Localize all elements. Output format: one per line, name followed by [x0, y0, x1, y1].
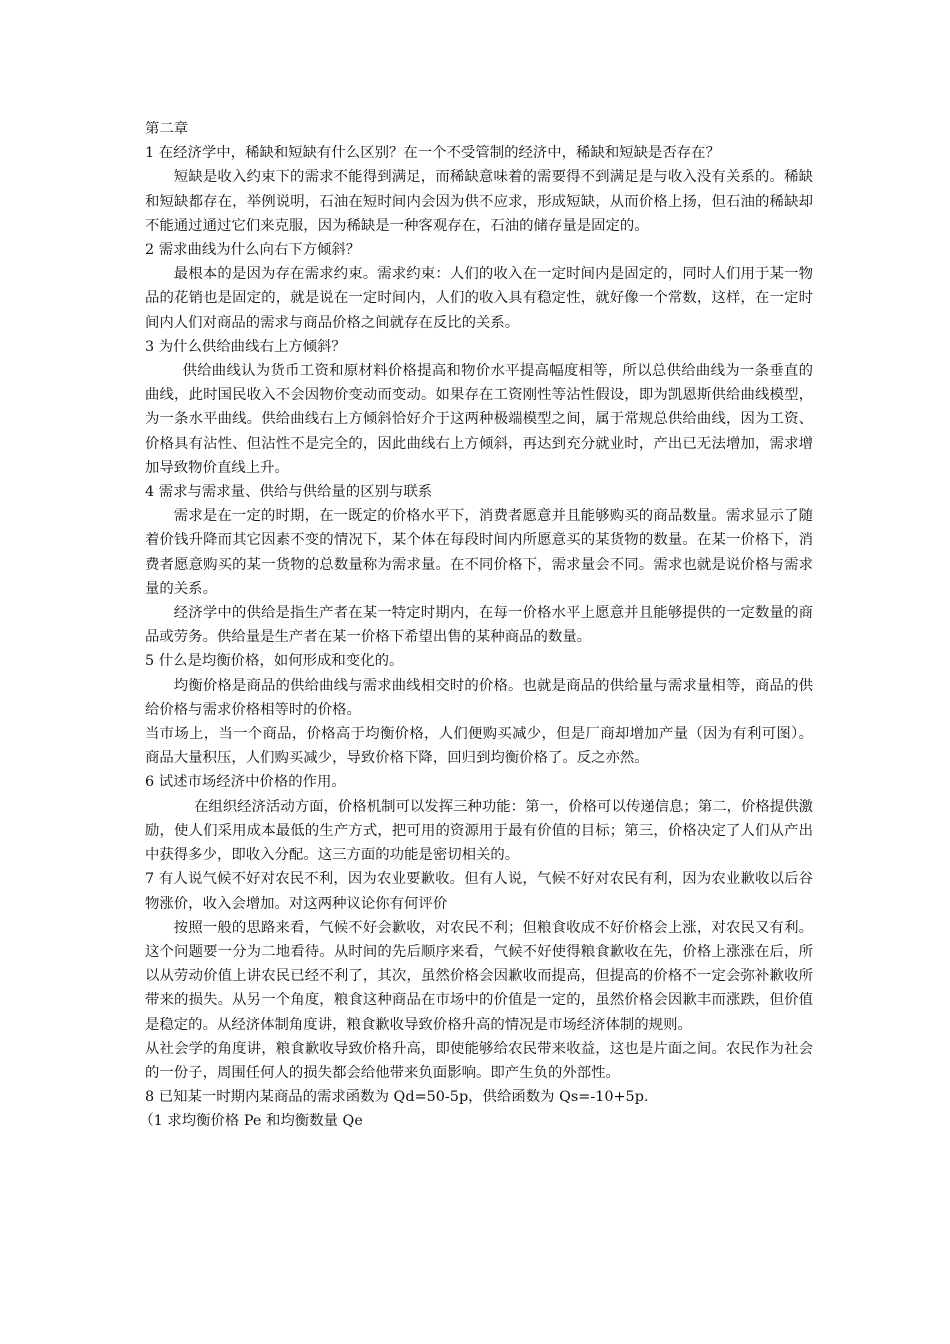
- question-4-title: 4 需求与需求量、供给与供给量的区别与联系: [145, 484, 433, 501]
- question-5-answer-definition: 均衡价格是商品的供给曲线与需求曲线相交时的价格。也就是商品的供给量与需求量相等，商品的供给价格与需求价格相等时的价格。: [145, 677, 813, 718]
- question-4-answer-supply: 经济学中的供给是指生产者在某一特定时期内，在每一价格水平上愿意并且能够提供的一定数量的商品或劳务。供给量是生产者在某一价格下希望出售的某种商品的数量。: [145, 605, 813, 646]
- question-3-answer: 供给曲线认为货币工资和原材料价格提高和物价水平提高幅度相等，所以总供给曲线为一条垂直的曲线，此时国民收入不会因物价变动而变动。如果存在工资刚性等沾性假设，即为凯恩斯供给曲线模型，为一条水平曲线。供给曲线右上方倾斜恰好介于这两种极端模型之间，属于常规总供给曲线，因为工资、价格具有沾性、但沾性不是完全的，因此曲线右上方倾斜，再达到充分就业时，产出已无法增加，需求增加导致物价直线上升。: [145, 363, 813, 476]
- question-7-answer-social: 从社会学的角度讲，粮食歉收导致价格升高，即使能够给农民带来收益，这也是片面之间。农民作为社会的一份子，周围任何人的损失都会给他带来负面影响。即产生负的外部性。: [145, 1040, 813, 1081]
- question-5-title: 5 什么是均衡价格，如何形成和变化的。: [145, 653, 404, 670]
- question-2-answer: 最根本的是因为存在需求约束。需求约束：人们的收入在一定时间内是固定的，同时人们用于某一物品的花销也是固定的，就是说在一定时间内，人们的收入具有稳定性，就好像一个常数，这样，在一定时间内人们对商品的需求与商品价格之间就存在反比的关系。: [145, 266, 813, 331]
- chapter-title: 第二章: [145, 121, 189, 137]
- question-8-title: 8 已知某一时期内某商品的需求函数为 Qd=50-5p，供给函数为 Qs=-10+5p.: [145, 1089, 649, 1106]
- question-6-title: 6 试述市场经济中价格的作用。: [145, 774, 346, 791]
- question-5-answer-formation: 当市场上，当一个商品，价格高于均衡价格，人们便购买减少，但是厂商却增加产量（因为有利可图）。商品大量积压，人们购买减少，导致价格下降，回归到均衡价格了。反之亦然。: [145, 726, 813, 767]
- question-2-title: 2 需求曲线为什么向右下方倾斜？: [145, 242, 361, 259]
- question-8-subquestion-1: （1 求均衡价格 Pe 和均衡数量 Qe: [139, 1113, 363, 1130]
- document-page: [139, 117, 813, 1134]
- question-4-answer-demand: 需求是在一定的时期，在一既定的价格水平下，消费者愿意并且能够购买的商品数量。需求显示了随着价钱升降而其它因素不变的情况下，某个体在每段时间内所愿意买的某货物的数量。在某一价格下，消费者愿意购买的某一货物的总数量称为需求量。在不同价格下，需求量会不同。需求也就是说价格与需求量的关系。: [145, 508, 813, 597]
- question-6-answer: 在组织经济活动方面，价格机制可以发挥三种功能：第一，价格可以传递信息；第二，价格提供激励，使人们采用成本最低的生产方式，把可用的资源用于最有价值的目标；第三，价格决定了人们从产出中获得多少，即收入分配。这三方面的功能是密切相关的。: [145, 798, 813, 864]
- question-1-answer: 短缺是收入约束下的需求不能得到满足，而稀缺意味着的需要得不到满足是与收入没有关系的。稀缺和短缺都存在，举例说明，石油在短时间内会因为供不应求，形成短缺，从而价格上扬，但石油的稀缺却不能通过通过它们来克服，因为稀缺是一种客观存在，石油的储存量是固定的。: [145, 169, 813, 234]
- question-3-title: 3 为什么供给曲线右上方倾斜？: [145, 338, 346, 355]
- question-7-answer-economic: 按照一般的思路来看，气候不好会歉收，对农民不利；但粮食收成不好价格会上涨，对农民又有利。这个问题要一分为二地看待。从时间的先后顺序来看，气候不好使得粮食歉收在先，价格上涨涨在后，所以从劳动价值上讲农民已经不利了，其次，虽然价格会因歉收而提高，但提高的价格不一定会弥补歉收所带来的损失。从另一个角度，粮食这种商品在市场中的价值是一定的，虽然价格会因歉丰而涨跌，但价值是稳定的。从经济体制角度讲，粮食歉收导致价格升高的情况是市场经济体制的规则。: [145, 919, 813, 1033]
- question-7-title: 7 有人说气候不好对农民不利，因为农业要歉收。但有人说，气候不好对农民有利，因为农业歉收以后谷物涨价，收入会增加。对这两种议论你有何评价: [145, 871, 813, 912]
- question-1-title: 1 在经济学中，稀缺和短缺有什么区别？在一个不受管制的经济中，稀缺和短缺是否存在？: [145, 145, 720, 162]
